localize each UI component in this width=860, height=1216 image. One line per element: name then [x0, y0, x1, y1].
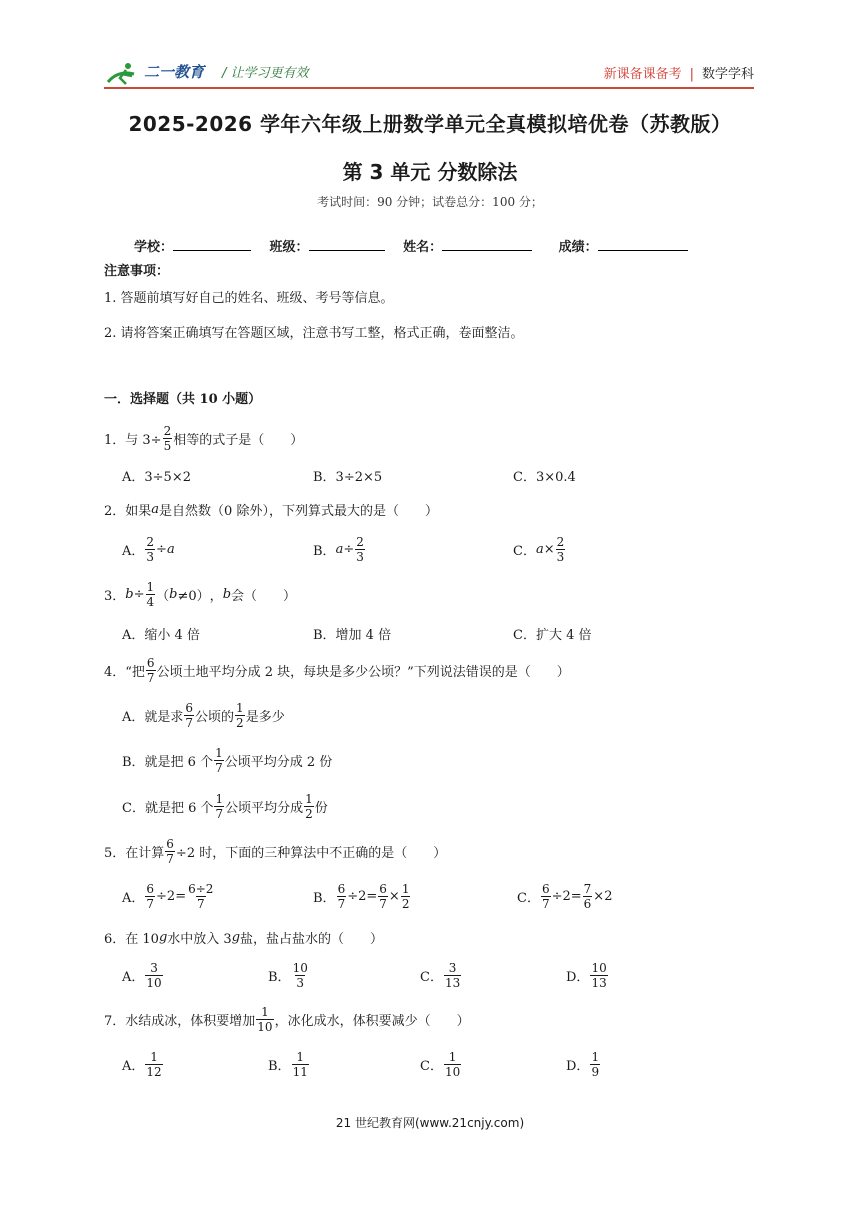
- denominator: 7: [146, 671, 155, 685]
- denominator: 7: [166, 852, 174, 866]
- operator: ÷2=: [347, 889, 378, 904]
- q3-option-b[interactable]: B．增加 4 倍: [313, 628, 392, 643]
- q5-option-a[interactable]: [122, 882, 215, 911]
- question-2: [104, 500, 438, 519]
- numerator: 1: [236, 701, 244, 715]
- q5-text: ÷2 时，下面的三种算法中不正确的是（ ）: [175, 846, 447, 861]
- fraction: [145, 882, 155, 911]
- header-separator: |: [689, 67, 694, 82]
- q7-text: 7．水结成冰，体积要增加: [104, 1014, 256, 1029]
- slogan: / 让学习更有效: [222, 66, 309, 81]
- denominator: 6: [583, 897, 592, 911]
- question-7: [104, 1005, 470, 1034]
- fraction: [165, 837, 175, 866]
- numerator: 1: [215, 746, 223, 760]
- fraction: [214, 746, 224, 775]
- numerator: 1: [591, 1050, 600, 1064]
- fraction: [304, 792, 314, 821]
- denominator: 10: [146, 976, 162, 990]
- option-label: B．: [268, 1059, 291, 1074]
- denominator: 3: [146, 550, 155, 564]
- denominator: 2: [236, 716, 244, 730]
- fraction: [590, 1050, 600, 1079]
- header-course-label: 新课备课备考: [603, 67, 682, 82]
- numerator: 2: [556, 535, 565, 549]
- header-subject-label: 数学学科: [701, 67, 754, 82]
- fraction: [292, 1050, 309, 1079]
- numerator: 2: [356, 535, 364, 549]
- class-field[interactable]: [270, 236, 385, 255]
- denominator: 3: [356, 550, 364, 564]
- fraction: [187, 882, 214, 911]
- question-3: [104, 580, 296, 609]
- q6-option-a[interactable]: [122, 961, 164, 990]
- fraction: [337, 882, 347, 911]
- question-5: [104, 837, 446, 866]
- fraction: [556, 535, 566, 564]
- numerator: 6: [379, 882, 387, 896]
- q7-option-b[interactable]: [268, 1050, 310, 1079]
- q1-option-a[interactable]: A．3÷5×2: [122, 470, 191, 485]
- school-label: 学校：: [134, 240, 174, 255]
- numerator: 3: [448, 961, 457, 975]
- option-label: D．: [566, 970, 590, 985]
- fraction: [235, 701, 245, 730]
- option-label: B．: [313, 544, 336, 559]
- class-label: 班级：: [269, 240, 309, 255]
- variable: a: [335, 542, 344, 557]
- fraction: [583, 882, 593, 911]
- option-text: 公顷平均分成 2 份: [224, 755, 333, 770]
- option-text: 是多少: [245, 710, 285, 725]
- fraction: [355, 535, 365, 564]
- fraction: [292, 961, 309, 990]
- notice-item: 1. 答题前填写好自己的姓名、班级、考号等信息。: [104, 291, 394, 306]
- option-label: A．: [122, 891, 145, 906]
- variable: a: [166, 542, 175, 557]
- numerator: 6: [146, 882, 155, 896]
- numerator: 7: [583, 882, 592, 896]
- question-4: [104, 656, 570, 685]
- q1-option-c[interactable]: C．3×0.4: [513, 470, 576, 485]
- q1-text: 相等的式子是（ ）: [173, 433, 304, 448]
- denominator: 7: [379, 897, 387, 911]
- fraction: [184, 701, 194, 730]
- fraction: [146, 580, 156, 609]
- operator: ÷: [343, 542, 355, 557]
- option-text: 公顷平均分成: [225, 801, 304, 816]
- denominator: 11: [292, 1065, 308, 1079]
- fraction: [163, 424, 173, 453]
- q3-option-c[interactable]: C．扩大 4 倍: [513, 628, 592, 643]
- fraction: [146, 656, 156, 685]
- footer-text: 21 世纪教育网(www.21cnjy.com): [335, 1116, 525, 1130]
- operator: ÷2=: [156, 889, 187, 904]
- denominator: 3: [296, 976, 305, 990]
- q2-option-a[interactable]: [122, 535, 175, 564]
- numerator: 1: [146, 580, 155, 594]
- denominator: 13: [591, 976, 607, 990]
- denominator: 10: [444, 1065, 461, 1079]
- fraction: [256, 1005, 273, 1034]
- q4-option-c[interactable]: [122, 792, 328, 821]
- denominator: 7: [215, 761, 223, 775]
- denominator: 9: [591, 1065, 600, 1079]
- denominator: 7: [541, 897, 550, 911]
- q1-option-b[interactable]: B．3÷2×5: [313, 470, 383, 485]
- operator: ×: [543, 542, 555, 557]
- name-field[interactable]: [403, 236, 532, 255]
- denominator: 4: [146, 595, 155, 609]
- q4-option-b[interactable]: [122, 746, 332, 775]
- option-text: C．就是把 6 个: [122, 801, 214, 816]
- denominator: 5: [163, 439, 172, 453]
- option-label: A．: [122, 1059, 145, 1074]
- denominator: 7: [146, 897, 155, 911]
- operator: ÷: [156, 542, 167, 557]
- q7-option-d[interactable]: [566, 1050, 601, 1079]
- score-field[interactable]: [559, 236, 688, 255]
- numerator: 3: [150, 961, 158, 975]
- denominator: 7: [337, 897, 346, 911]
- unit: g: [231, 930, 241, 945]
- page-subtitle: 第 3 单元 分数除法: [342, 160, 518, 184]
- variable: a: [535, 542, 544, 557]
- score-label: 成绩：: [558, 240, 598, 255]
- option-text: A．就是求: [122, 710, 184, 725]
- q7-option-c[interactable]: [420, 1050, 462, 1079]
- option-label: B．: [268, 970, 291, 985]
- q5-option-b[interactable]: [313, 882, 411, 911]
- notice-item: 2. 请将答案正确填写在答题区域，注意书写工整，格式正确，卷面整洁。: [104, 326, 524, 341]
- option-label: C．: [517, 891, 540, 906]
- fraction: [541, 882, 551, 911]
- fraction: [444, 1050, 461, 1079]
- fraction: [401, 882, 411, 911]
- denominator: 2: [401, 897, 410, 911]
- q3-text: ≠0）: [177, 589, 210, 604]
- numerator: 2: [146, 535, 155, 549]
- operator: ×: [388, 889, 400, 904]
- q1-text: 1．与 3÷: [104, 433, 162, 448]
- numerator: 1: [296, 1050, 305, 1064]
- numerator: 6÷2: [188, 882, 214, 896]
- q2-variable: a: [151, 502, 160, 517]
- q6-option-d[interactable]: [566, 961, 609, 990]
- numerator: 10: [591, 961, 607, 975]
- school-blank[interactable]: [173, 238, 251, 251]
- score-blank[interactable]: [598, 238, 688, 251]
- numerator: 10: [292, 961, 308, 975]
- operator: ×2: [593, 889, 613, 904]
- option-label: B．: [313, 891, 336, 906]
- section-title: 一．选择题（共 10 小题）: [104, 392, 262, 407]
- denominator: 3: [556, 550, 565, 564]
- numerator: 1: [401, 882, 410, 896]
- name-blank[interactable]: [442, 238, 532, 251]
- logo-text: 二一教育: [144, 63, 205, 81]
- q2-text: 2．如果: [104, 504, 152, 519]
- question-1: [104, 424, 303, 453]
- operator: ÷: [133, 587, 145, 602]
- q2-option-c[interactable]: [513, 535, 566, 564]
- page-title: 2025-2026 学年六年级上册数学单元全真模拟培优卷（苏教版）: [128, 112, 732, 136]
- numerator: 6: [166, 837, 174, 851]
- numerator: 6: [185, 701, 194, 715]
- variable: b: [222, 587, 232, 602]
- question-6: [104, 928, 383, 947]
- q6-option-b[interactable]: [268, 961, 310, 990]
- q6-option-c[interactable]: [420, 961, 462, 990]
- denominator: 12: [146, 1065, 162, 1079]
- q3-text: （: [156, 589, 170, 604]
- operator: ÷2=: [551, 889, 582, 904]
- variable: b: [125, 587, 134, 602]
- variable: b: [169, 587, 178, 602]
- q6-text: 盐，盐占盐水的（ ）: [240, 932, 384, 947]
- q4-text: 公顷土地平均分成 2 块，每块是多少公顷？”下列说法错误的是（ ）: [156, 665, 570, 680]
- q7-option-a[interactable]: [122, 1050, 164, 1079]
- option-label: C．: [513, 544, 536, 559]
- fraction: [145, 535, 155, 564]
- q3-option-a[interactable]: A．缩小 4 倍: [122, 628, 200, 643]
- class-blank[interactable]: [309, 238, 385, 251]
- numerator: 6: [146, 656, 155, 670]
- q2-text: 是自然数（0 除外），下列算式最大的是（ ）: [159, 504, 438, 519]
- q3-text: 会（ ）: [231, 589, 297, 604]
- numerator: 6: [541, 882, 550, 896]
- numerator: 1: [215, 792, 224, 806]
- numerator: 1: [448, 1050, 457, 1064]
- q2-option-b[interactable]: [313, 535, 366, 564]
- q4-text: 4．“把: [104, 665, 145, 680]
- option-text: 公顷的: [195, 710, 235, 725]
- option-text: 份: [314, 801, 328, 816]
- denominator: 13: [444, 976, 461, 990]
- numerator: 2: [163, 424, 172, 438]
- numerator: 6: [337, 882, 346, 896]
- fraction: [145, 961, 162, 990]
- option-label: D．: [566, 1059, 590, 1074]
- q7-text: ，冰化成水，体积要减少（ ）: [274, 1014, 470, 1029]
- option-label: A．: [122, 544, 145, 559]
- exam-info: 考试时间：90 分钟；试卷总分：100 分；: [317, 195, 543, 209]
- fraction: [214, 792, 224, 821]
- option-label: C．: [420, 970, 443, 985]
- denominator: 7: [215, 807, 224, 821]
- denominator: 7: [185, 716, 194, 730]
- denominator: 10: [257, 1020, 273, 1034]
- q5-text: 5．在计算: [104, 846, 165, 861]
- notice-title: 注意事项：: [104, 264, 170, 279]
- q3-text: ，: [209, 589, 223, 604]
- fraction: [378, 882, 388, 911]
- option-label: A．: [122, 970, 145, 985]
- option-text: B．就是把 6 个: [122, 755, 214, 770]
- denominator: 2: [305, 807, 313, 821]
- numerator: 1: [150, 1050, 158, 1064]
- header-rule: [104, 87, 754, 89]
- q6-text: 水中放入 3: [167, 932, 232, 947]
- numerator: 1: [261, 1005, 269, 1019]
- school-field[interactable]: [134, 236, 251, 255]
- q6-text: 6．在 10: [104, 932, 159, 947]
- unit: g: [158, 930, 168, 945]
- fraction: [145, 1050, 162, 1079]
- q4-option-a[interactable]: [122, 701, 285, 730]
- student-info-row: [134, 236, 702, 255]
- denominator: 7: [196, 897, 205, 911]
- q3-index: 3．: [104, 589, 126, 604]
- numerator: 1: [305, 792, 313, 806]
- fraction: [590, 961, 607, 990]
- option-label: C．: [420, 1059, 443, 1074]
- header-right: [604, 63, 754, 82]
- q5-option-c[interactable]: [517, 882, 612, 911]
- fraction: [444, 961, 461, 990]
- name-label: 姓名：: [403, 240, 443, 255]
